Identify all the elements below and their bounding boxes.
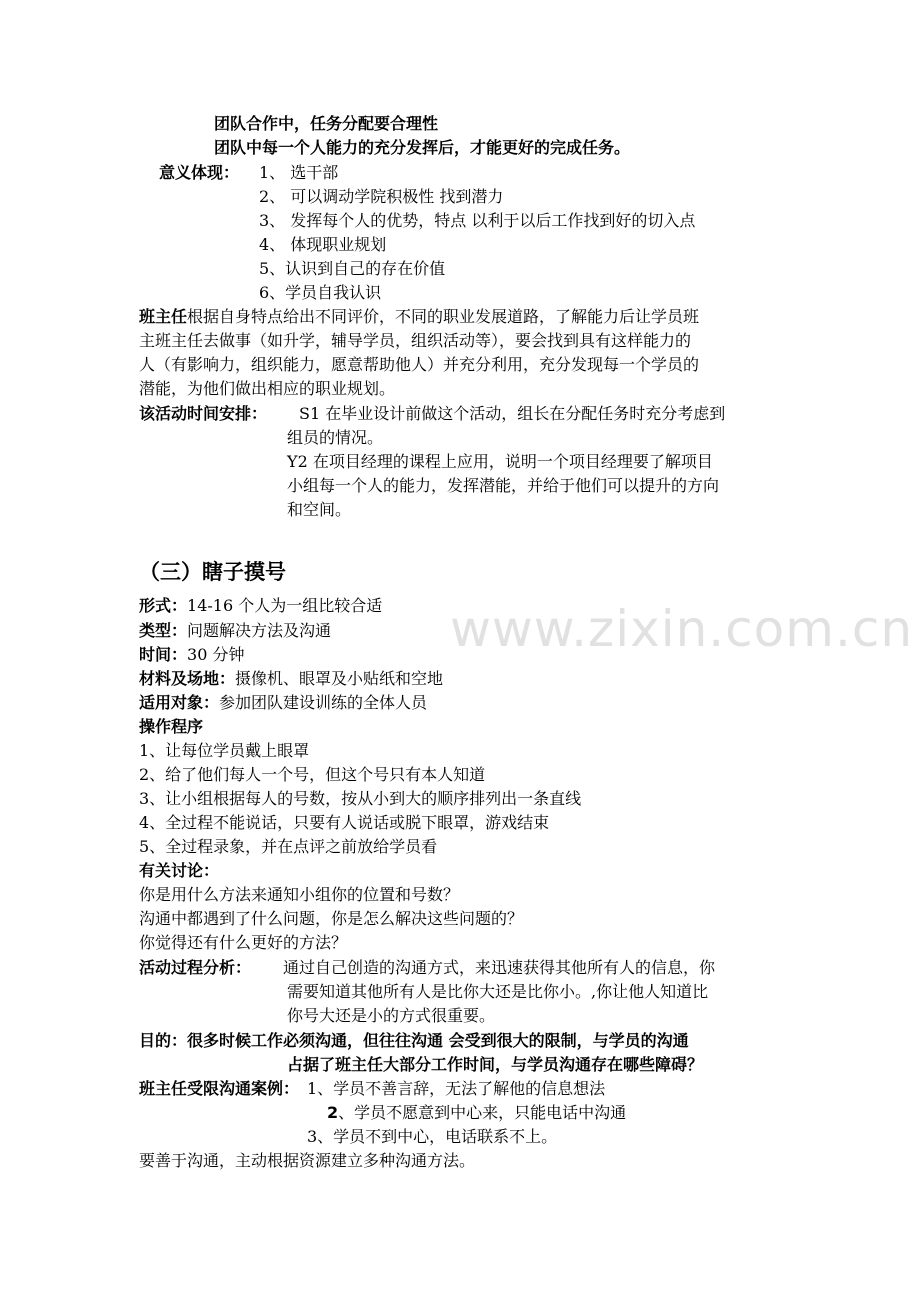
analysis-line: 通过自己创造的沟通方式，来迅速获得其他所有人的信息，你 [283,958,716,977]
material-label: 材料及场地： [139,669,236,688]
meaning-item: 6、学员自我认识 [259,283,382,302]
type-label: 类型： [139,621,188,640]
field-time [139,644,244,666]
schedule-line: 组员的情况。 [287,428,384,447]
purpose-line: 目的：很多时候工作必须沟通，但往往沟通 会受到很大的限制，与学员的沟通 [139,1031,689,1050]
paragraph-line: 根据自身特点给出不同评价，不同的职业发展道路，了解能力后让学员班 [187,307,700,326]
field-material [139,668,443,690]
form-label: 形式： [139,596,188,615]
case-item: 3、学员不到中心，电话联系不上。 [307,1127,558,1146]
discussion-question: 沟通中都遇到了什么问题，你是怎么解决这些问题的？ [139,909,524,928]
schedule-line: 和空间。 [287,500,352,519]
paragraph-line: 主班主任去做事（如升学，辅导学员，组织活动等），要会找到具有这样能力的 [139,331,692,350]
procedure-label: 操作程序 [139,717,204,736]
field-target [139,692,427,714]
target-label: 适用对象： [139,693,220,712]
material-value: 摄像机、眼罩及小贴纸和空地 [235,669,444,688]
line-task-allocation: 团队合作中，任务分配要合理性 [214,114,439,133]
paragraph-line: 潜能，为他们做出相应的职业规划。 [139,379,396,398]
procedure-step: 5、全过程录象，并在点评之前放给学员看 [139,837,438,856]
target-value: 参加团队建设训练的全体人员 [219,693,428,712]
discussion-question: 你觉得还有什么更好的方法？ [139,933,348,952]
meaning-item: 3、 发挥每个人的优势，特点 以利于以后工作找到好的切入点 [259,211,696,230]
paragraph-line: 人（有影响力，组织能力，愿意帮助他人）并充分利用，充分发现每一个学员的 [139,355,700,374]
form-value: 14-16 个人为一组比较合适 [187,596,383,615]
meaning-item: 4、 体现职业规划 [259,235,387,254]
schedule-label: 该活动时间安排： [139,404,268,423]
case-item: 1、学员不善言辞，无法了解他的信息想法 [307,1079,606,1098]
type-value: 问题解决方法及沟通 [187,621,332,640]
schedule-line: S1 在毕业设计前做这个活动，组长在分配任务时充分考虑到 [299,404,726,423]
purpose-line: 占据了班主任大部分工作时间，与学员沟通存在哪些障碍？ [287,1055,704,1074]
case-number: 2 [327,1103,339,1122]
procedure-step: 4、全过程不能说话，只要有人说话或脱下眼罩，游戏结束 [139,813,550,832]
time-label: 时间： [139,645,188,664]
meaning-item: 5、认识到自己的存在价值 [259,259,446,278]
procedure-step: 2、给了他们每人一个号，但这个号只有本人知道 [139,765,486,784]
discussion-label: 有关讨论： [139,861,220,880]
field-form [139,595,382,617]
procedure-step: 1、让每位学员戴上眼罩 [139,741,310,760]
analysis-line: 需要知道其他所有人是比你大还是比你小。,你让他人知道比 [287,982,709,1001]
cases-label: 班主任受限沟通案例： [139,1079,300,1098]
analysis-label: 活动过程分析： [139,958,252,977]
line-team-ability: 团队中每一个人能力的充分发挥后，才能更好的完成任务。 [214,138,631,157]
meaning-label: 意义体现： [159,163,240,182]
field-type [139,620,331,642]
meaning-item: 1、 选干部 [259,163,339,182]
watermark: www.zixin.com.cn [450,600,914,658]
section-title: （三）瞎子摸号 [139,560,286,584]
case-item [327,1102,626,1124]
head-teacher-label: 班主任 [139,307,188,326]
procedure-step: 3、让小组根据每人的号数，按从小到大的顺序排列出一条直线 [139,789,582,808]
schedule-line: 小组每一个人的能力，发挥潜能，并给于他们可以提升的方向 [287,476,720,495]
discussion-question: 你是用什么方法来通知小组你的位置和号数？ [139,885,460,904]
time-value: 30 分钟 [187,645,245,664]
closing-line: 要善于沟通，主动根据资源建立多种沟通方法。 [139,1151,476,1170]
case-text: 、学员不愿意到中心来，只能电话中沟通 [338,1103,627,1122]
meaning-item: 2、 可以调动学院积极性 找到潜力 [259,187,504,206]
analysis-line: 你号大还是小的方式很重要。 [287,1006,496,1025]
schedule-line: Y2 在项目经理的课程上应用，说明一个项目经理要了解项目 [287,452,713,471]
